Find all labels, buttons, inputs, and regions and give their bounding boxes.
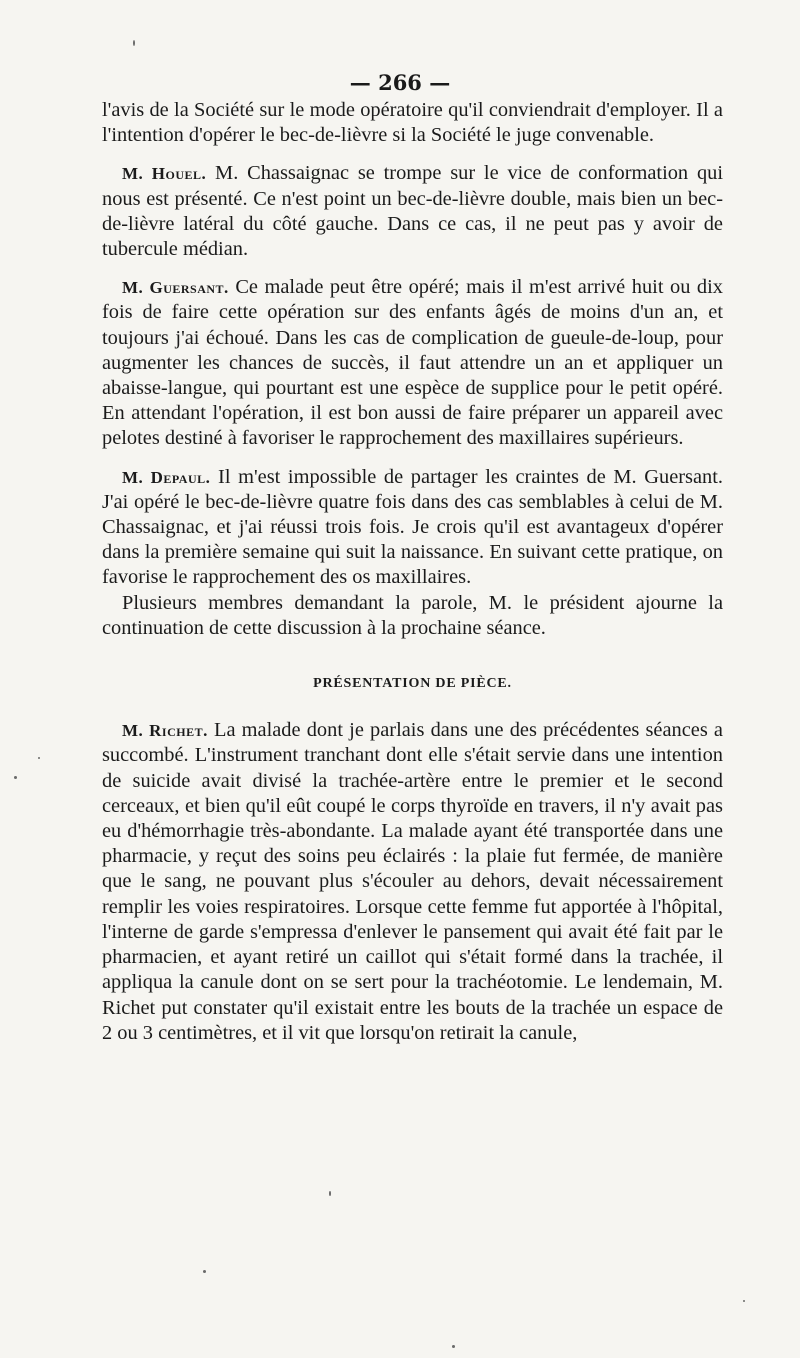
paragraph-text: Plusieurs membres demandant la parole, M. le président ajourne la continuation de cette discussion à la prochaine séance. (102, 591, 723, 639)
paragraph-houel (102, 161, 723, 262)
paragraph-depaul (102, 465, 723, 591)
paragraph-guersant (102, 275, 723, 451)
scan-speck (203, 1270, 206, 1273)
paragraph-richet (102, 718, 723, 1046)
scan-speck (329, 1191, 331, 1196)
paragraph-text: Il m'est impossible de partager les craintes de M. Guersant. J'ai opéré le bec-de-lièvre quatre fois dans des cas semblables à celui de M. Chassaignac, et j'ai réussi trois fois. Je crois qu'il est avantageux d'opérer dans la première semaine qui suit la naissance. En suivant cette pratique, on favorise le rapprochement des os maxillaires. (102, 465, 723, 589)
paragraph-text: Ce malade peut être opéré; mais il m'est arrivé huit ou dix fois de faire cette opération sur des enfants âgés de moins d'un an, et toujours j'ai échoué. Dans les cas de complication de gueule-de-loup, pour augmenter les chances de succès, il faut attendre un an et appliquer un abaisse-langue, qui pourtant est une espèce de supplice pour le petit opéré. En attendant l'opération, il est bon aussi de faire préparer un appareil avec pelotes destiné à favoriser le rapprochement des maxillaires supérieurs. (102, 276, 723, 450)
paragraph-continuation (102, 98, 723, 148)
scan-speck (133, 40, 135, 46)
speaker-name: M. Richet. (122, 721, 208, 741)
scan-speck (14, 776, 17, 779)
speaker-name: M. Depaul. (122, 467, 211, 487)
page-body (102, 98, 723, 1046)
paragraph-text: La malade dont je parlais dans une des précédentes séances a succombé. L'instrument tranchant dont elle s'était servie dans une intention de suicide avait divisé la trachée-artère entre le premier et le second cerceaux, et bien qu'il eût coupé le corps thyroïde en travers, il n'y avait pas eu d'hémorrhagie très-abondante. La malade ayant été transportée dans une pharmacie, y reçut des soins peu éclairés : la plaie fut fermée, de manière que le sang, ne pouvant plus s'écouler au dehors, devait nécessairement remplir les voies respiratoires. Lorsque cette femme fut apportée à l'hôpital, l'interne de garde s'empressa d'enlever le pansement qui avait été fait par le pharmacien, et ayant retiré un caillot qui s'était formé dans la trachée, il appliqua la canule dont on se sert pour la trachéotomie. Le lendemain, M. Richet put constater qu'il existait entre les bouts de la trachée un espace de 2 ou 3 centimètres, et il vit que lorsqu'on retirait la canule, (102, 719, 723, 1044)
paragraph-adjournment (102, 591, 723, 641)
scan-speck (38, 757, 40, 759)
paragraph-text: M. Chassaignac se trompe sur le vice de conformation qui nous est présenté. Ce n'est point un bec-de-lièvre double, mais bien un bec-de-lièvre latéral du côté gauche. Dans ce cas, il ne peut pas y avoir de tubercule médian. (102, 162, 723, 261)
scan-speck (743, 1300, 745, 1302)
scan-speck (452, 1345, 455, 1348)
section-title: PRÉSENTATION DE PIÈCE. (313, 676, 512, 692)
speaker-name: M. Houel. (122, 164, 207, 184)
speaker-name: M. Guersant. (122, 278, 229, 298)
paragraph-text: l'avis de la Société sur le mode opératoire qu'il conviendrait d'employer. Il a l'intention d'opérer le bec-de-lièvre si la Société le juge convenable. (102, 99, 723, 147)
page-number: — 266 — (349, 70, 451, 95)
